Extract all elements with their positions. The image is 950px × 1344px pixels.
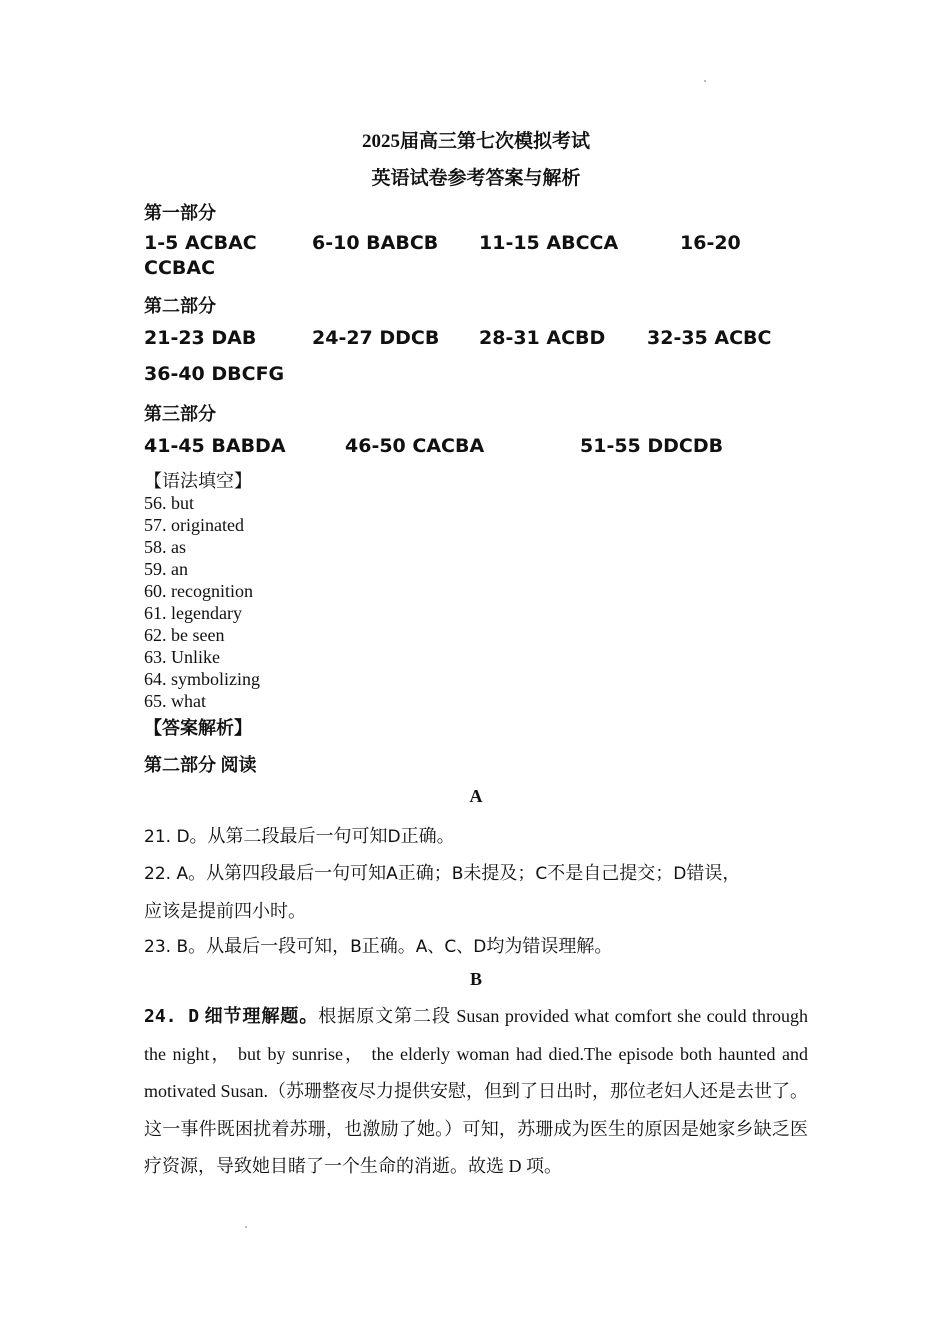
grammar-answer: 56. but	[144, 493, 195, 513]
part1-label: 第一部分	[144, 203, 216, 223]
answer-group: 46-50 CACBA	[345, 435, 485, 457]
analysis-section-label: 第二部分 阅读	[144, 755, 257, 775]
answer-group: 11-15 ABCCA	[479, 232, 619, 254]
answer-group: 24-27 DDCB	[312, 327, 440, 349]
grammar-answer: 60. recognition	[144, 581, 253, 601]
q21-end: 正确。	[400, 826, 455, 846]
answer-group: 41-45 BABDA	[144, 435, 286, 457]
answer-group: 1-5 ACBAC	[144, 232, 257, 254]
q22-explanation	[144, 859, 808, 885]
passage-b-heading: B	[469, 969, 482, 989]
q21-explanation	[144, 822, 808, 848]
q23-options: A、C、D	[415, 937, 487, 957]
q21-text: 。从第二段最后一句可知	[189, 826, 388, 846]
answer-group: CCBAC	[144, 257, 216, 279]
analysis-heading: 【答案解析】	[144, 718, 252, 738]
q22-text: 不是自己提交；	[547, 863, 674, 883]
grammar-heading: 【语法填空】	[144, 471, 252, 491]
grammar-fill-section	[144, 470, 260, 712]
answer-group: 36-40 DBCFG	[144, 363, 285, 385]
grammar-answer: 61. legendary	[144, 603, 242, 623]
document-title: 2025届高三第七次模拟考试	[361, 131, 590, 152]
answer-group: 51-55 DDCDB	[580, 435, 724, 457]
grammar-answer: 58. as	[144, 537, 186, 557]
q24-explanation	[144, 998, 808, 1186]
answer-group: 21-23 DAB	[144, 327, 257, 349]
q22-option: B	[451, 864, 464, 884]
q22-answer: 22. A	[144, 864, 189, 884]
q22-option: A	[386, 864, 398, 884]
q22-text: 正确；	[397, 863, 452, 883]
q21-answer: 21. D	[144, 827, 190, 847]
q23-text: 正确。	[361, 936, 416, 956]
answer-group: 6-10 BABCB	[312, 232, 439, 254]
q22-explanation-cont: 应该是提前四小时。	[144, 901, 306, 921]
part2-label: 第二部分	[144, 296, 216, 316]
grammar-answer: 64. symbolizing	[144, 669, 260, 689]
document-subtitle: 英语试卷参考答案与解析	[371, 168, 581, 189]
grammar-answer: 57. originated	[144, 515, 244, 535]
grammar-answer: 65. what	[144, 691, 206, 711]
answer-group: 32-35 ACBC	[647, 327, 772, 349]
passage-a-heading: A	[469, 786, 483, 806]
q22-text: 。从第四段最后一句可知	[188, 863, 387, 883]
answer-group: 28-31 ACBD	[479, 327, 606, 349]
q23-answer: 23. B	[144, 937, 189, 957]
grammar-answer: 62. be seen	[144, 625, 225, 645]
q22-text: 错误，	[686, 863, 741, 883]
q24-question-type: 细节理解题。	[204, 1006, 319, 1026]
q23-text: 均为错误理解。	[486, 936, 613, 956]
q22-option: C	[535, 864, 548, 884]
q22-option: D	[673, 864, 687, 884]
grammar-answer: 63. Unlike	[144, 647, 220, 667]
part3-label: 第三部分	[144, 404, 216, 424]
q23-text: 。从最后一段可知，	[188, 936, 351, 956]
q24-answer: 24. D	[144, 1006, 200, 1027]
grammar-answer: 59. an	[144, 559, 188, 579]
q23-explanation	[144, 932, 808, 958]
q21-letter: D	[387, 827, 401, 847]
q22-text: 未提及；	[463, 863, 536, 883]
q23-option: B	[350, 937, 362, 957]
answer-group: 16-20	[680, 232, 741, 254]
scan-speck	[704, 80, 706, 82]
q24-body: 根据原文第二段 Susan provided what comfort she could through the night， but by sunrise， the elderly woman had died.The episode both haunted and motivated Susan.（苏珊整夜尽力提供安慰，但到了日出时，那位老妇人还是去世了。这一事件既困扰着苏珊，也激励了她。）可知，苏珊成为医生的原因是她家乡缺乏医疗资源，导致她目睹了一个生命的消逝。故选 D 项。	[144, 1006, 809, 1176]
scan-speck	[245, 1226, 247, 1228]
